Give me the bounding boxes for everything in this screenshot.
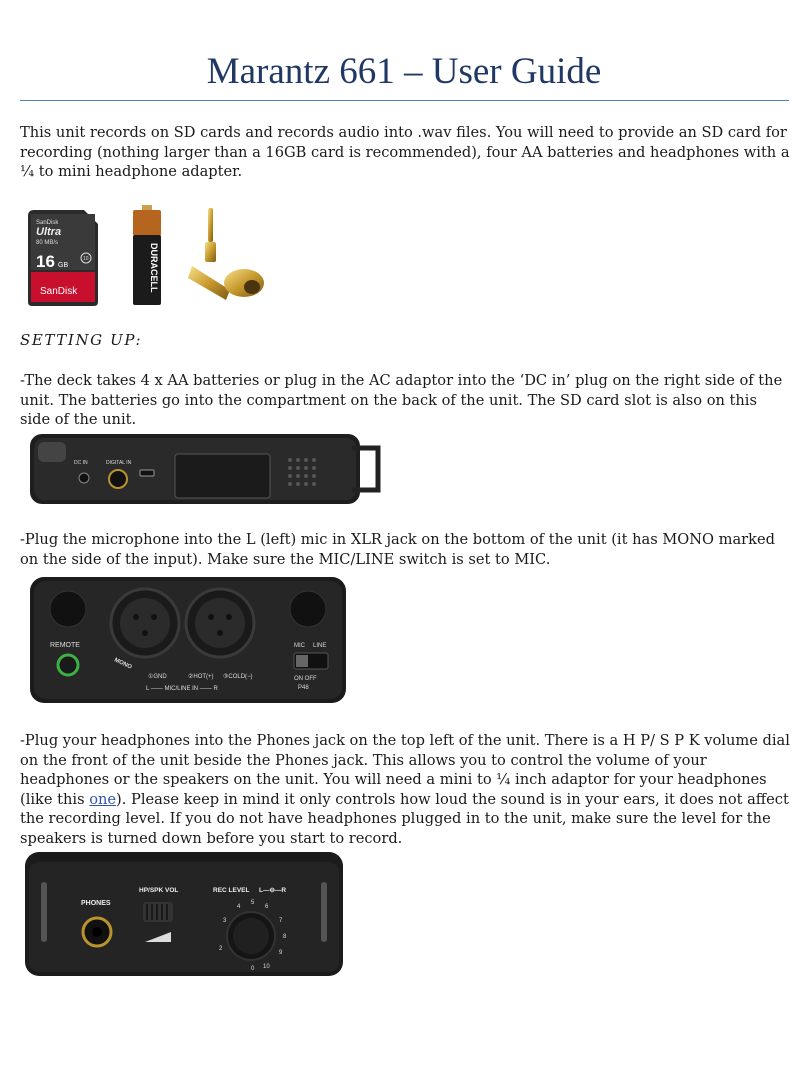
mic-switch-label: MIC (294, 643, 305, 649)
scale-0: 0 (251, 966, 255, 972)
sd-capacity: 16 (36, 252, 55, 271)
setup-heading: SETTING UP: (20, 331, 143, 349)
dc-in-label: DC IN (74, 460, 88, 466)
gnd-label: ①GND (148, 674, 167, 680)
sd-speed: 80 MB/s (36, 240, 59, 246)
sd-class: 10 (83, 256, 89, 262)
intro-paragraph: This unit records on SD cards and records audio into .wav files. You will need to provide an SD card for recording (nothing larger than a 16GB card is recommended), four AA batteries and headphones with a ¼ to mini headphone adapter. (20, 124, 790, 180)
sd-unit: GB (58, 262, 69, 269)
on-off-label: ON OFF (294, 676, 317, 682)
sd-line-name: Ultra (36, 226, 62, 238)
scale-6: 6 (265, 904, 269, 910)
line-switch-label: LINE (313, 643, 327, 649)
battery-brand: DURACELL (149, 243, 159, 293)
scale-2: 2 (219, 946, 223, 952)
front-panel-image (25, 852, 343, 976)
sd-card-image (28, 210, 98, 306)
headphones-paragraph (20, 731, 790, 848)
scale-4: 4 (237, 904, 241, 910)
batteries-paragraph: -The deck takes 4 x AA batteries or plug in the AC adaptor into the ‘DC in’ plug on the right side of the unit. The batteries go into the compartment on the back of the unit. The SD card slot is also on this side of the unit. (20, 372, 783, 428)
lr-label: L—⊖—R (259, 887, 287, 894)
title-rule (20, 100, 789, 101)
digital-in-label: DIGITAL IN (106, 460, 132, 466)
mic-line-in-label: L —— MIC/LINE IN —— R (146, 686, 218, 692)
adaptor-link[interactable]: one (89, 790, 117, 808)
side-panel-image (30, 430, 386, 508)
scale-3: 3 (223, 918, 227, 924)
aa-battery-image (132, 205, 162, 306)
page-title: Marantz 661 – User Guide (206, 51, 602, 92)
p48-label: P48 (298, 685, 309, 691)
microphone-paragraph: -Plug the microphone into the L (left) mic in XLR jack on the bottom of the unit (it has MONO marked on the side of the input). Make sure the MIC/LINE switch is set to MIC. (20, 531, 775, 568)
scale-8: 8 (283, 934, 287, 940)
headphone-adapter-image (186, 208, 268, 304)
scale-7: 7 (279, 918, 283, 924)
rec-level-label: REC LEVEL (213, 887, 250, 894)
sd-brand-top: SanDisk (36, 220, 59, 226)
headphones-text-start: -Plug your headphones into the Phones jack on the top left of the unit. There is a H P/ S P K volume dial on the front of the unit beside the Phones jack. This allows you to control the volume of your headphones or the speakers on the unit. You will need a mini to ¼ inch adaptor for your headphones (like this (20, 732, 790, 808)
cold-label: ③COLD(−) (223, 674, 253, 680)
headphones-text-end: ). Please keep in mind it only controls how loud the sound is in your ears, it does not affect the recording level. If you do not have headphones plugged in to the unit, make sure the level for the speakers is turned down before you start to record. (20, 790, 789, 847)
mono-label: MONO (113, 657, 133, 671)
sd-brand-bottom: SanDisk (40, 286, 78, 297)
bottom-panel-image (30, 577, 346, 703)
hot-label: ②HOT(+) (188, 674, 214, 680)
scale-10: 10 (263, 964, 270, 970)
hpspk-vol-label: HP/SPK VOL (139, 887, 179, 894)
phones-label: PHONES (81, 900, 111, 907)
remote-label: REMOTE (50, 642, 80, 649)
scale-5: 5 (251, 900, 255, 906)
scale-9: 9 (279, 950, 283, 956)
